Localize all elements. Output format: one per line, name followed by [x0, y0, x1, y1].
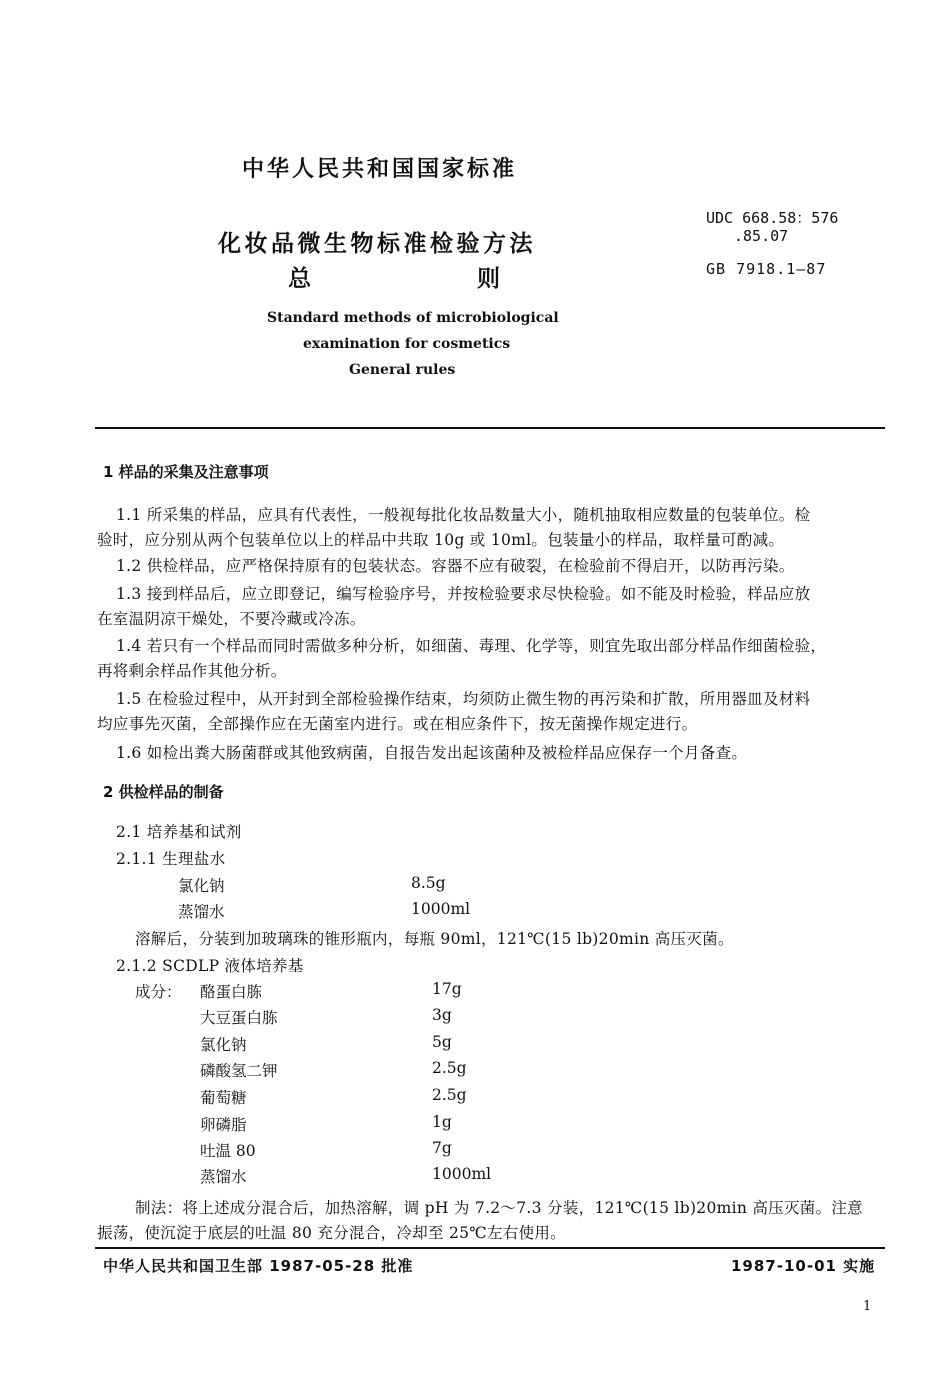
footer-divider: [95, 1247, 885, 1249]
scdlp-item-amount: 17g: [432, 980, 462, 998]
scdlp-method: 制法：将上述成分混合后，加热溶解，调 pH 为 7.2～7.3 分装，121℃(15 lb)20min 高压灭菌。注意: [135, 1199, 863, 1217]
document-title-en-line3: General rules: [349, 362, 456, 378]
section-1-heading: 1 样品的采集及注意事项: [103, 463, 269, 481]
effective-date: 1987-10-01 实施: [731, 1257, 876, 1275]
scdlp-item-amount: 1g: [432, 1113, 452, 1131]
subsection-2-1-1: 2.1.1 生理盐水: [116, 850, 226, 868]
scdlp-item-amount: 3g: [432, 1006, 452, 1024]
saline-item-name: 蒸馏水: [178, 903, 225, 921]
paragraph-1-1: 1.1 所采集的样品，应具有代表性，一般视每批化妆品数量大小，随机抽取相应数量的包装单位。检: [116, 506, 811, 524]
header-divider: [95, 427, 885, 429]
scdlp-item-name: 磷酸氢二钾: [200, 1062, 278, 1080]
approval-line: 中华人民共和国卫生部 1987-05-28 批准: [103, 1257, 414, 1275]
scdlp-item-name: 大豆蛋白胨: [200, 1009, 278, 1027]
scdlp-item-amount: 5g: [432, 1033, 452, 1051]
scdlp-item-amount: 2.5g: [432, 1086, 467, 1104]
paragraph-1-6: 1.6 如检出粪大肠菌群或其他致病菌，自报告发出起该菌种及被检样品应保存一个月备查。: [116, 744, 748, 762]
paragraph-1-5: 1.5 在检验过程中，从开封到全部检验操作结束，均须防止微生物的再污染和扩散，所用器皿及材料: [116, 690, 811, 708]
scdlp-item-name: 氯化钠: [200, 1036, 247, 1054]
scdlp-item-name: 葡萄糖: [200, 1089, 247, 1107]
composition-label: 成分：: [135, 983, 182, 1001]
udc-code-continued: .85.07: [734, 227, 789, 245]
document-title-en-line1: Standard methods of microbiological: [267, 310, 559, 326]
paragraph-1-3-cont: 在室温阴凉干燥处，不要冷藏或冷冻。: [97, 610, 366, 628]
scdlp-item-amount: 1000ml: [432, 1165, 492, 1183]
paragraph-1-4: 1.4 若只有一个样品而同时需做多种分析，如细菌、毒理、化学等，则宜先取出部分样品作细菌检验，: [116, 637, 827, 655]
scdlp-item-name: 酪蛋白胨: [200, 983, 263, 1001]
scdlp-item-amount: 2.5g: [432, 1059, 467, 1077]
saline-item-name: 氯化钠: [178, 877, 225, 895]
saline-item-amount: 8.5g: [411, 874, 446, 892]
paragraph-1-2: 1.2 供检样品，应严格保持原有的包装状态。容器不应有破裂，在检验前不得启开，以防再污染。: [116, 557, 795, 575]
subtitle-char-2: 则: [477, 266, 500, 292]
scdlp-item-amount: 7g: [432, 1139, 452, 1157]
saline-preparation-note: 溶解后，分装到加玻璃珠的锥形瓶内，每瓶 90ml，121℃(15 lb)20min 高压灭菌。: [135, 930, 734, 948]
udc-code: UDC 668.58：576: [706, 209, 839, 227]
gb-code: GB 7918.1—87: [706, 260, 827, 278]
scdlp-item-name: 蒸馏水: [200, 1168, 247, 1186]
subtitle-char-1: 总: [288, 266, 311, 292]
paragraph-1-4-cont: 再将剩余样品作其他分析。: [97, 662, 287, 680]
paragraph-1-3: 1.3 接到样品后，应立即登记，编写检验序号，并按检验要求尽快检验。如不能及时检验，样品应放: [116, 585, 811, 603]
paragraph-1-1-cont: 验时，应分别从两个包装单位以上的样品中共取 10g 或 10ml。包装量小的样品，取样量可酌减。: [97, 531, 785, 549]
scdlp-method-cont: 振荡，使沉淀于底层的吐温 80 充分混合，冷却至 25℃左右使用。: [97, 1224, 566, 1242]
national-standard-title: 中华人民共和国国家标准: [242, 157, 518, 182]
saline-item-amount: 1000ml: [411, 900, 471, 918]
paragraph-1-5-cont: 均应事先灭菌，全部操作应在无菌室内进行。或在相应条件下，按无菌操作规定进行。: [97, 715, 698, 733]
section-2-heading: 2 供检样品的制备: [103, 783, 224, 801]
subsection-2-1: 2.1 培养基和试剂: [116, 823, 242, 841]
document-title-cn: 化妆品微生物标准检验方法: [218, 231, 536, 257]
page-number: 1: [863, 1299, 872, 1314]
subsection-2-1-2: 2.1.2 SCDLP 液体培养基: [116, 957, 304, 975]
scdlp-item-name: 卵磷脂: [200, 1116, 247, 1134]
scdlp-item-name: 吐温 80: [200, 1142, 256, 1160]
document-title-en-line2: examination for cosmetics: [303, 336, 511, 352]
